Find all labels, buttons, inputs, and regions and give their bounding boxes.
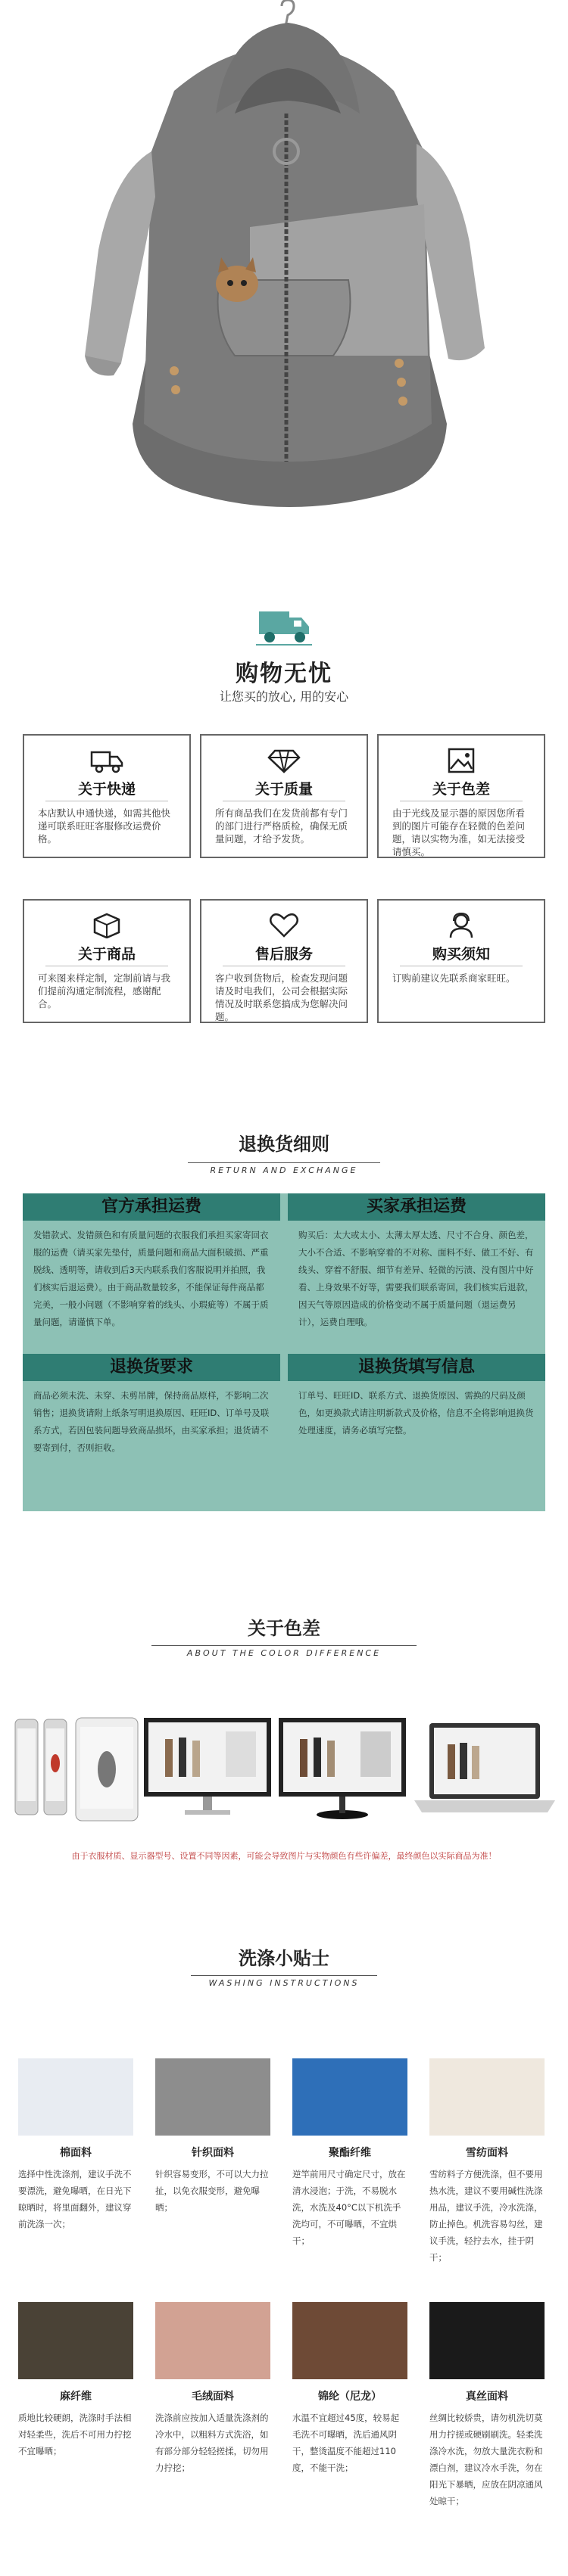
fabric-name: 锦纶（尼龙） <box>318 2391 382 2403</box>
fabric-polyester <box>292 2058 407 2249</box>
fabric-swatch <box>18 2302 133 2379</box>
card-text: 订购前建议先联系商家旺旺。 <box>392 972 516 984</box>
card-text: 本店默认申通快递，如需其他快递可联系旺旺客服修改运费价格。 <box>38 807 171 845</box>
card-title: 关于质量 <box>254 781 313 798</box>
fabric-desc: 选择中性洗涤剂，建议手洗不要漂洗，避免曝晒，在日光下晾晒时，将里面翻外，建议穿前洗涤一次； <box>18 2169 132 2229</box>
color-title: 关于色差 <box>248 1618 320 1639</box>
wash-subtitle: WASHING INSTRUCTIONS <box>208 1978 360 1988</box>
color-note: 由于衣服材质、显示器型号、设置不同等因素，可能会导致图片与实物颜色有些许偏差，最终颜色以实际商品为准！ <box>71 1851 497 1861</box>
worry-title: 购物无忧 <box>236 661 332 687</box>
returns-title: 退换货细则 <box>239 1134 329 1155</box>
shopping-worry-free-section <box>0 560 568 1082</box>
card-text: 客户收到货物后，检查发现问题请及时电我们，公司会根据实际情况及时联系您搞成为您解决问题。 <box>215 972 348 1022</box>
phone-device-image <box>14 1718 68 1816</box>
policy-text-official: 发错款式、发错颜色和有质量问题的衣服我们承担买家寄回衣服的运费（请买家先垫付，质量问题和商品大面积破损、严重脱线、透明等，请收到后3天内联系我们客服说明并拍照，我们核实后退运费）。由于商品数量较多，不能保证每件商品都完美，一般小问题（不影响穿着的线头、小瑕疵等）不属于质量问题，请谨慎下单。 <box>33 1230 269 1327</box>
fabric-swatch <box>18 2058 133 2136</box>
fabric-desc: 丝绸比较娇贵，请勿机洗切莫用力拧搓或硬刷刷洗。轻柔洗涤冷水洗，勿放大量洗衣粉和漂白剂，建议冷水手洗，勿在阳光下暴晒，应放在阴凉通风处晾干； <box>429 2413 543 2506</box>
fabric-desc: 洗涤前应按加入适量洗涤剂的冷水中，以粗料方式洗浴，如有部分部分轻轻搓揉，切勿用力拧挖； <box>155 2413 269 2473</box>
card-quality <box>200 734 368 858</box>
fabric-desc: 逆竿前用尺寸确定尺寸，放在清水浸泡；于洗，不易脱水洗，水洗及40°C以下机洗手洗均可，不可曝晒，不宜烘干； <box>292 2169 406 2246</box>
hoodie-illustration <box>0 0 568 560</box>
card-text: 所有商品我们在发货前都有专门的部门进行严格质检，确保无质量问题，才给予发货。 <box>215 807 348 845</box>
fabric-cotton <box>18 2058 133 2232</box>
fabric-desc: 雪纺料子方便洗涤，但不要用热水洗，建议不要用碱性洗涤用品，建议手洗，冷水洗涤，防止掉色。机洗容易勾丝，建议手洗，轻拧去水，挂于阴干； <box>429 2169 543 2263</box>
fabric-name: 针织面料 <box>192 2147 234 2159</box>
tablet-device-image <box>74 1716 139 1822</box>
fabric-silk <box>429 2302 545 2509</box>
fabric-chiffon <box>429 2058 545 2266</box>
policy-panel <box>23 1193 545 1511</box>
hero-product-image <box>0 0 568 560</box>
fabric-name: 雪纺面料 <box>466 2147 508 2159</box>
card-express <box>23 734 191 858</box>
fabric-swatch <box>429 2302 545 2379</box>
policy-head-info: 退换货填写信息 <box>288 1354 545 1381</box>
laptop-device-image <box>413 1722 557 1820</box>
card-title: 关于快递 <box>77 781 136 798</box>
fabric-swatch <box>292 2302 407 2379</box>
card-color <box>377 734 545 858</box>
policy-head-requirements: 退换货要求 <box>23 1354 280 1381</box>
card-product <box>23 899 191 1023</box>
fabric-name: 毛绒面料 <box>192 2391 234 2403</box>
policy-text-info: 订单号、旺旺ID、联系方式、退换货原因、需换的尺码及颜色，如更换款式请注明新款式及价格，信息不全将影响退换货处理速度，请务必填写完整。 <box>298 1390 534 1436</box>
fabric-desc: 水温不宜超过45度，较易起毛洗不可曝晒，洗后通风阴干，整烫温度不能超过110度，不能干洗； <box>292 2413 400 2473</box>
image-icon <box>445 748 478 773</box>
card-title: 购买须知 <box>432 946 490 963</box>
fabric-name: 棉面料 <box>60 2147 92 2159</box>
card-title: 关于色差 <box>432 781 490 798</box>
fabric-linen <box>18 2302 133 2459</box>
heart-icon <box>267 913 301 938</box>
policy-text-buyer: 购买后：太大或太小、太薄太厚太透、尺寸不合身、颜色差，大小不合适、不影响穿着的不对称、面料不好、做工不好、有线头、穿着不舒服、细节有差异、轻微的污渍、没有图片中好看、上身效果不好等，需要我们联系寄回，我们核实后退款，因天气等原因造成的价格变动不属于质量问题（退运费另计），运费自理哦。 <box>298 1230 534 1327</box>
fabric-plush <box>155 2302 270 2476</box>
card-notice <box>377 899 545 1023</box>
fabric-swatch <box>155 2058 270 2136</box>
return-exchange-section <box>0 1082 568 1566</box>
wash-title: 洗涤小贴士 <box>239 1948 329 1969</box>
truck-icon <box>90 748 123 773</box>
delivery-truck-icon <box>256 605 312 646</box>
policy-head-official: 官方承担运费 <box>23 1193 280 1221</box>
policy-text-requirements: 商品必须未洗、未穿、未剪吊牌，保持商品原样，不影响二次销售；退换货请附上纸条写明退换原因、旺旺ID、订单号及联系方式，若因包装问题导致商品损坏，由买家承担；退货请不要寄到付，否则拒收。 <box>33 1390 270 1453</box>
color-difference-section <box>0 1566 568 1915</box>
fabric-knit <box>155 2058 270 2216</box>
fabric-swatch <box>292 2058 407 2136</box>
color-subtitle: ABOUT THE COLOR DIFFERENCE <box>186 1648 382 1658</box>
fabric-name: 真丝面料 <box>466 2391 508 2403</box>
fabric-desc: 针织容易变形，不可以大力拉扯，以免衣服变形，避免曝晒； <box>155 2169 269 2213</box>
card-title: 关于商品 <box>77 946 136 963</box>
fabric-name: 聚酯纤维 <box>329 2147 371 2159</box>
support-agent-icon <box>445 913 478 938</box>
monitor-device-image <box>142 1716 273 1822</box>
fabric-name: 麻纤维 <box>60 2391 92 2403</box>
fabric-nylon <box>292 2302 407 2476</box>
monitor-device-image <box>277 1716 407 1822</box>
fabric-swatch <box>429 2058 545 2136</box>
worry-subtitle: 让您买的放心, 用的安心 <box>219 689 349 704</box>
diamond-icon <box>267 748 301 773</box>
card-aftersales <box>200 899 368 1023</box>
card-text: 可来图来样定制，定制前请与我们提前沟通定制流程，感谢配合。 <box>38 972 171 1010</box>
returns-subtitle: RETURN AND EXCHANGE <box>210 1165 358 1175</box>
washing-tips-section <box>0 1915 568 2576</box>
fabric-desc: 质地比较硬朗，洗涤时手法相对轻柔些，洗后不可用力拧挖不宜曝晒； <box>18 2413 132 2456</box>
fabric-swatch <box>155 2302 270 2379</box>
policy-head-buyer: 买家承担运费 <box>288 1193 545 1221</box>
box-icon <box>90 913 123 938</box>
card-title: 售后服务 <box>254 946 313 963</box>
card-text: 由于光线及显示器的原因您所看到的图片可能存在轻微的色差问题，请以实物为准，如无法接受请慎买。 <box>392 807 526 857</box>
